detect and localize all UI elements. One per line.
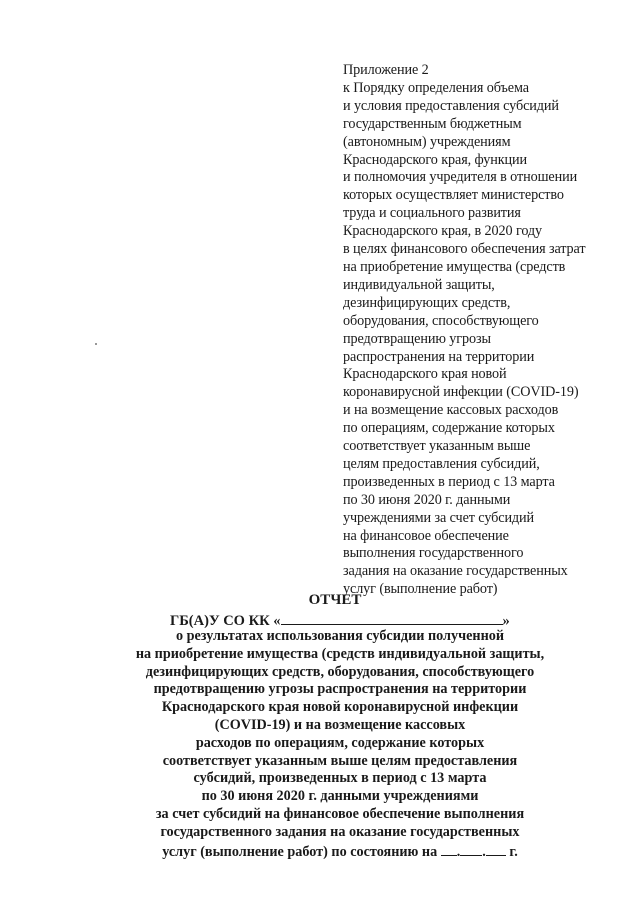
appendix-line: и на возмещение кассовых расходов: [343, 402, 559, 419]
date-month-blank: [460, 842, 482, 856]
appendix-line: выполнения государственного: [343, 545, 524, 562]
report-line: государственного задания на оказание государственных: [160, 823, 520, 840]
appendix-line: (автономным) учреждениям: [343, 133, 511, 150]
report-date-prefix: услуг (выполнение работ) по состоянию на: [162, 843, 441, 860]
report-line: дезинфицирующих средств, оборудования, способствующего: [145, 663, 535, 680]
report-line: Краснодарского края новой коронавирусной инфекции: [161, 699, 519, 716]
report-subject: [0, 628, 640, 861]
appendix-line: и полномочия учредителя в отношении: [343, 169, 578, 186]
appendix-line: оборудования, способствующего: [343, 312, 539, 329]
appendix-line: государственным бюджетным: [343, 115, 522, 132]
organization-line: [170, 610, 510, 630]
appendix-line: услуг (выполнение работ): [343, 581, 498, 598]
appendix-line: на приобретение имущества (средств: [343, 258, 566, 275]
report-line: соответствует указанным выше целям предоставления: [162, 752, 518, 769]
organization-suffix: »: [502, 613, 510, 629]
report-line: предотвращению угрозы распространения на территории: [153, 681, 527, 698]
report-title: ОТЧЕТ: [308, 592, 362, 608]
appendix-line: по операциям, содержание которых: [343, 420, 555, 437]
organization-prefix: ГБ(А)У СО КК «: [170, 613, 281, 629]
appendix-line: предотвращению угрозы: [343, 330, 491, 347]
appendix-line: в целях финансового обеспечения затрат: [343, 241, 586, 258]
appendix-block: [343, 62, 623, 599]
report-line: на приобретение имущества (средств индивидуальной защиты,: [135, 645, 545, 662]
date-separator: .: [456, 843, 461, 860]
appendix-line: Краснодарского края, функции: [343, 151, 528, 168]
appendix-line: целям предоставления субсидий,: [343, 455, 540, 472]
report-line: расходов по операциям, содержание которых: [195, 734, 485, 751]
report-line: (COVID-19) и на возмещение кассовых: [214, 716, 466, 733]
appendix-line: которых осуществляет министерство: [343, 187, 564, 204]
appendix-line: и условия предоставления субсидий: [343, 97, 559, 114]
scan-speck: [95, 343, 97, 345]
organization-name-blank: [281, 610, 503, 625]
report-date-line: [0, 842, 640, 862]
appendix-line: Приложение 2: [343, 62, 429, 78]
appendix-line: дезинфицирующих средств,: [343, 294, 511, 311]
appendix-line: на финансовое обеспечение: [343, 527, 509, 544]
date-day-blank: [441, 842, 457, 856]
report-line: субсидий, произведенных в период с 13 марта: [193, 770, 487, 787]
appendix-line: распространения на территории: [343, 348, 535, 365]
appendix-line: учреждениями за счет субсидий: [343, 509, 535, 526]
appendix-line: Краснодарского края, в 2020 году: [343, 223, 543, 240]
date-separator: .: [482, 843, 486, 860]
date-year-blank: [486, 842, 506, 856]
appendix-line: соответствует указанным выше: [343, 438, 531, 455]
report-line: о результатах использования субсидии полученной: [175, 628, 505, 644]
appendix-line: произведенных в период с 13 марта: [343, 473, 555, 490]
appendix-line: Краснодарского края новой: [343, 366, 507, 383]
date-suffix: г.: [505, 843, 518, 860]
report-line: по 30 июня 2020 г. данными учреждениями: [201, 788, 479, 805]
appendix-line: по 30 июня 2020 г. данными: [343, 491, 511, 508]
report-line: за счет субсидий на финансовое обеспечение выполнения: [155, 805, 525, 822]
appendix-line: задания на оказание государственных: [343, 563, 568, 580]
appendix-line: коронавирусной инфекции (COVID-19): [343, 384, 579, 401]
appendix-line: к Порядку определения объема: [343, 79, 529, 96]
appendix-line: труда и социального развития: [343, 205, 521, 222]
appendix-line: индивидуальной защиты,: [343, 276, 495, 293]
